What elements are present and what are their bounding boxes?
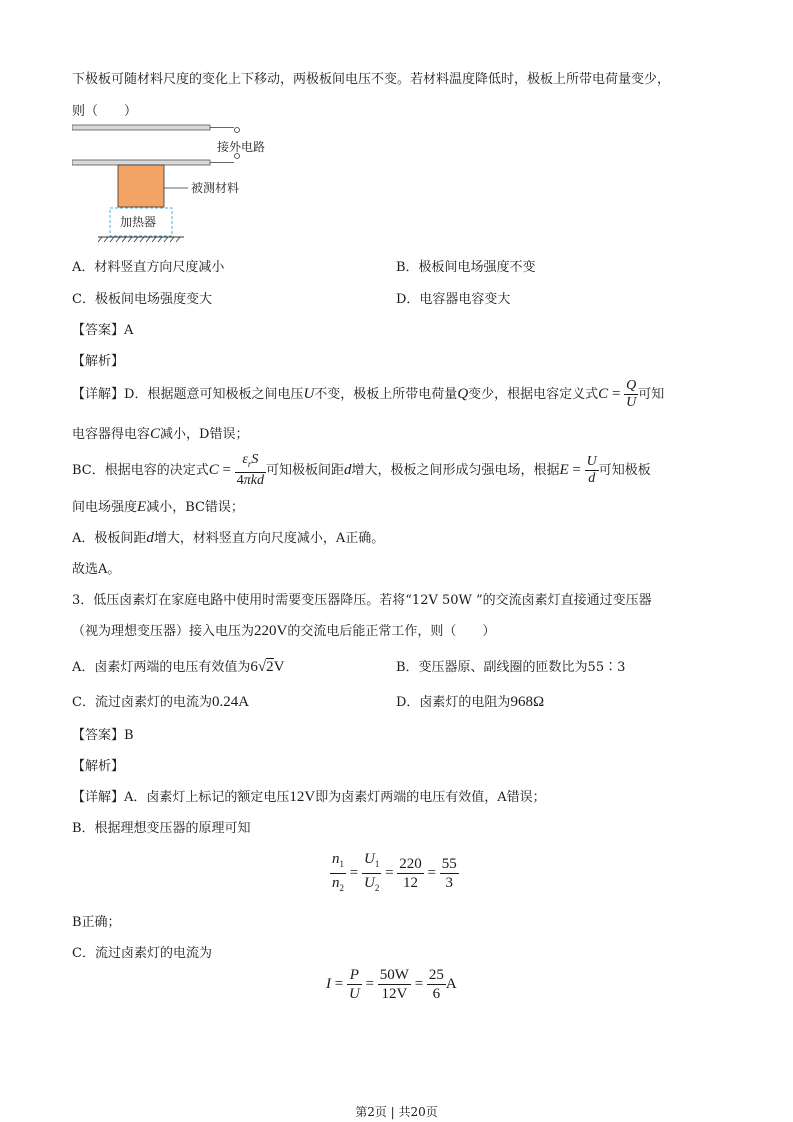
detail-text: 增大，材料竖直方向尺度减小，A正确。 xyxy=(153,531,385,546)
option-unit: V xyxy=(273,659,285,675)
option-value: 968Ω xyxy=(510,694,545,710)
label-heater: 加热器 xyxy=(120,215,157,229)
option-radicand: 2 xyxy=(266,659,274,675)
eq-symbol: P xyxy=(347,966,362,985)
upper-plate xyxy=(72,125,210,130)
detail-text: D．根据题意可知极板之间电压 xyxy=(124,387,304,402)
q3-option-b: B．变压器原、副线圈的匝数比为55∶3 xyxy=(396,660,626,675)
q2-option-b: B．极板间电场强度不变 xyxy=(396,260,536,275)
label-circuit: 接外电路 xyxy=(217,140,266,154)
q3-option-d xyxy=(396,691,544,711)
q3-detail-line1 xyxy=(72,786,546,806)
eq-symbol: n xyxy=(332,875,340,891)
q2-option-d: D．电容器电容变大 xyxy=(396,292,511,307)
capacitor-diagram xyxy=(72,122,272,247)
q3-stem-line2 xyxy=(72,620,495,640)
q2-option-c: C．极板间电场强度变大 xyxy=(72,292,212,307)
fraction-capacitance: $\frac{\varepsilon_rS}{\text{4πkd}}$ xyxy=(236,452,264,488)
option-text: C．流过卤素灯的电流为 xyxy=(72,695,212,710)
detail-text: 减小，D错误； xyxy=(160,427,249,442)
detail-text: 可知极板 xyxy=(598,462,651,478)
q3-detail-line2: B．根据理想变压器的原理可知 xyxy=(72,821,251,836)
q2-stem-line2: 则（ ） xyxy=(72,104,138,119)
eq-subscript: 2 xyxy=(339,883,344,893)
fraction-q-over-u: $\frac{Q}{U}$ xyxy=(626,378,637,410)
answer-value: A xyxy=(124,323,134,338)
symbol-d: d xyxy=(343,461,352,478)
answer-value: B xyxy=(124,728,134,743)
detail-value: 12V xyxy=(289,789,316,805)
eq-symbol: U xyxy=(363,851,375,867)
turns-ratio-equation: $\frac{n_1}{n_2}$ = $\frac{U_1}{U_2}$ = $\frac{220}{12}$ = $\frac{55}{3}$ xyxy=(332,851,457,893)
eq-symbol: U xyxy=(348,986,360,1002)
eq-number: 6 xyxy=(432,986,441,1002)
eq-symbol: n xyxy=(332,851,340,867)
detail-text: 不变，极板上所带电荷量 xyxy=(314,387,458,402)
stem-text: 的交流电后能正常工作，则（ ） xyxy=(287,624,496,639)
eq-number: 25 xyxy=(428,967,444,983)
q2-stem-line1: 下极板可随材料尺度的变化上下移动，两极板间电压不变。若材料温度降低时，极板上所带电荷量变少， xyxy=(72,72,671,87)
eq-number: 220 xyxy=(399,856,422,872)
q2-answer xyxy=(72,319,133,338)
q2-detail-line6: 故选A。 xyxy=(72,562,121,577)
detail-text: 可知 xyxy=(638,387,665,402)
q3-detail-line3: B正确； xyxy=(72,915,121,930)
q3-option-c xyxy=(72,691,249,711)
detail-text: 可知极板间距 xyxy=(265,462,344,478)
q2-detail-line3: BC．根据电容的决定式C = $\frac{\varepsilon_rS}{\text{4πkd}}$ 可知极板间距d增大，极板之间形成匀强电场，根据E = $\frac{U}{d}$ 可知极板 xyxy=(72,452,651,488)
eq-unit: A xyxy=(445,975,457,992)
eq-subscript: 1 xyxy=(339,859,344,869)
eq-number: 50W xyxy=(379,967,409,983)
detail-text: 减小，BC错误； xyxy=(146,500,244,515)
q3-option-a: A．卤素灯两端的电压有效值为6√2V xyxy=(72,659,285,675)
detail-text: 电容器得电容 xyxy=(72,427,151,442)
eq-number: 55 xyxy=(441,856,457,872)
detail-text: 间电场强度 xyxy=(72,500,138,515)
eq-number: 12V xyxy=(381,986,408,1002)
lower-plate xyxy=(72,160,210,165)
eq-subscript: 1 xyxy=(374,859,380,869)
stem-text: （视为理想变压器）接入电压为 xyxy=(72,624,255,639)
detail-tag: 【详解】 xyxy=(72,387,125,402)
q3-stem-line1: 3．低压卤素灯在家庭电路中使用时需要变压器降压。若将“12V 50W ”的交流卤素灯直接通过变压器 xyxy=(72,593,652,608)
label-material: 被测材料 xyxy=(191,181,240,195)
material-block xyxy=(118,165,164,207)
q2-detail-line5: A．极板间距d增大，材料竖直方向尺度减小，A正确。 xyxy=(72,530,385,546)
q2-detail-line4 xyxy=(72,496,244,516)
q2-analysis-tag: 【解析】 xyxy=(72,354,125,369)
q2-detail-line1: 【详解】D．根据题意可知极板之间电压U不变，极板上所带电荷量Q变少，根据电容定义式C = $\frac{Q}{U}$ 可知 xyxy=(72,378,665,410)
option-value: 6 xyxy=(250,659,258,675)
eq-subscript: 2 xyxy=(374,883,380,893)
answer-tag: 【答案】 xyxy=(72,323,125,338)
current-equation: I = $\frac{P}{U}$ = $\frac{50W}{12V}$ = $\frac{25}{6}$ A xyxy=(326,967,457,1002)
option-value: 0.24A xyxy=(211,694,250,710)
q3-analysis-tag: 【解析】 xyxy=(72,759,125,774)
detail-text: A．极板间距 xyxy=(72,531,147,546)
eq-symbol: U xyxy=(363,875,375,891)
q2-option-a: A．材料竖直方向尺度减小 xyxy=(72,260,225,275)
symbol-e: E xyxy=(137,499,147,515)
detail-text: BC．根据电容的决定式 xyxy=(72,462,209,478)
eq-symbol: I xyxy=(326,975,331,992)
q3-detail-line4: C．流过卤素灯的电流为 xyxy=(72,946,212,961)
page-footer: 第2页 | 共20页 xyxy=(355,1105,438,1119)
detail-text: 即为卤素灯两端的电压有效值，A错误； xyxy=(315,790,546,805)
option-text: D．卤素灯的电阻为 xyxy=(396,695,511,710)
symbol-u: U xyxy=(303,386,315,402)
lower-terminal xyxy=(235,154,240,159)
option-text: A．卤素灯两端的电压有效值为 xyxy=(72,660,251,675)
eq-number: 3 xyxy=(445,875,453,891)
upper-terminal xyxy=(235,128,240,133)
answer-tag: 【答案】 xyxy=(72,728,125,743)
detail-text: 增大，极板之间形成匀强电场，根据 xyxy=(351,462,560,478)
fraction-u-over-d: $\frac{U}{d}$ xyxy=(586,453,597,486)
symbol-q: Q xyxy=(457,386,469,402)
q2-detail-line2 xyxy=(72,423,248,443)
symbol-c: C xyxy=(150,426,161,442)
detail-text: A．卤素灯上标记的额定电压 xyxy=(124,790,290,805)
stem-voltage: 220V xyxy=(254,623,288,639)
capacitor-figure xyxy=(72,122,272,247)
detail-text: 变少，根据电容定义式 xyxy=(468,387,599,402)
eq-number: 12 xyxy=(403,875,419,891)
q3-answer xyxy=(72,724,134,743)
detail-tag: 【详解】 xyxy=(72,790,125,805)
